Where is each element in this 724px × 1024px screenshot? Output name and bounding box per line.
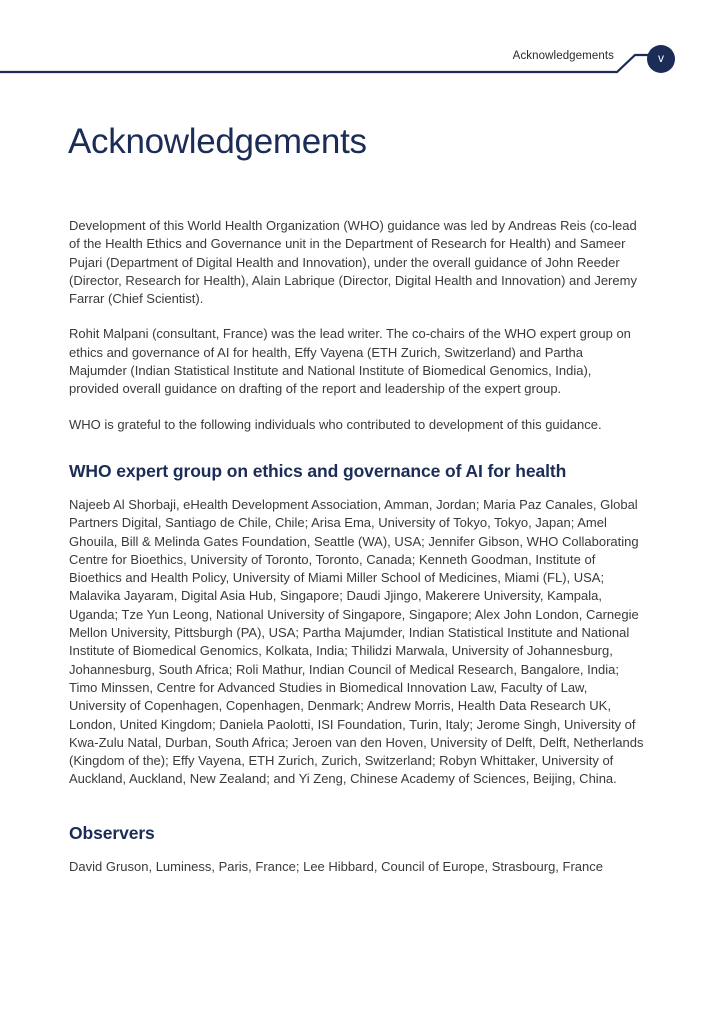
intro-paragraph-lead: Development of this World Health Organization (WHO) guidance was led by Andreas Reis (co-lead of the Health Ethics and Governance unit in the Department of Research for Health) and Sameer Pujari (Department of Digital Health and Innovation), under the overall guidance of John Reeder (Director, Research for Health), Alain Labrique (Director, Digital Health and Innovation) and Jeremy Farrar (Chief Scientist). [69,218,637,307]
intro-paragraph-writer: Rohit Malpani (consultant, France) was the lead writer. The co-chairs of the WHO expert group on ethics and governance of AI for health, Effy Vayena (ETH Zurich, Switzerland) and Partha Majumder (Indian Statistical Institute and National Institute of Biomedical Genomics, India), provided overall guidance on drafting of the report and leadership of the expert group. [69,326,631,397]
intro-paragraph-gratitude: WHO is grateful to the following individuals who contributed to development of this guidance. [69,416,602,432]
observers-members: David Gruson, Luminess, Paris, France; Lee Hibbard, Council of Europe, Strasbourg, France [69,858,603,874]
header-rule [0,0,724,90]
running-header: Acknowledgements [512,50,614,62]
observers-heading: Observers [69,822,155,843]
expert-group-members: Najeeb Al Shorbaji, eHealth Development Association, Amman, Jordan; Maria Paz Canales, Global Partners Digital, Santiago de Chile, Chile; Arisa Ema, University of Tokyo, Tokyo, Japan; Amel Ghouila, Bill & Melinda Gates Foundation, Seattle (WA), USA; Jennifer Gibson, WHO Collaborating Centre for Bioethics, University of Toronto, Toronto, Canada; Kenneth Goodman, Institute of Bioethics and Health Policy, University of Miami Miller School of Medicines, Miami (FL), USA; Malavika Jayaram, Digital Asia Hub, Singapore; Daudi Jjingo, Makerere University, Kampala, Uganda; Tze Yun Leong, National University of Singapore, Singapore; Alex John London, Carnegie Mellon University, Pittsburgh (PA), USA; Partha Majumder, Indian Statistical Institute and National Institute of Biomedical Genomics, Kolkata, India; Thilidzi Marwala, University of Johannesburg, Johannesburg, South Africa; Roli Mathur, Indian Council of Medical Research, Bangalore, India; Timo Minssen, Centre for Advanced Studies in Biomedical Innovation Law, Faculty of Law, University of Copenhagen, Copenhagen, Denmark; Andrew Morris, Health Data Research UK, London, United Kingdom; Daniela Paolotti, ISI Foundation, Turin, Italy; Jerome Singh, University of Kwa-Zulu Natal, Durban, South Africa; Jeroen van den Hoven, University of Delft, Delft, Netherlands (Kingdom of the); Effy Vayena, ETH Zurich, Zurich, Switzerland; Robyn Whittaker, University of Auckland, Auckland, New Zealand; and Yi Zeng, Chinese Academy of Sciences, Beijing, China. [69,496,644,787]
page-number-badge: v [647,45,675,73]
document-body [69,217,644,893]
expert-group-heading: WHO expert group on ethics and governance of AI for health [69,460,567,481]
page-title: Acknowledgements [68,122,367,161]
